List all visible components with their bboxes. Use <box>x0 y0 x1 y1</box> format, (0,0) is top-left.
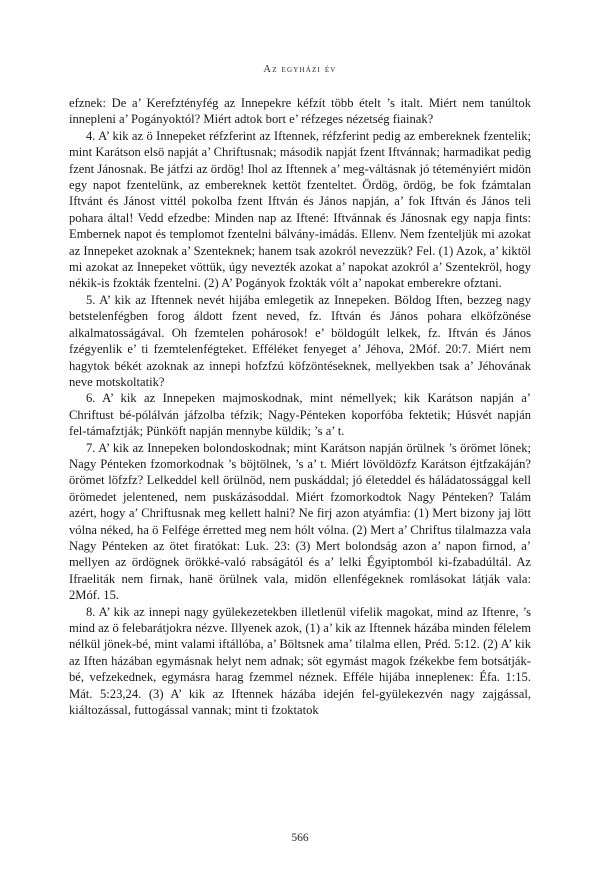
paragraph: efznek: De a’ Kerefztényfég az Innepekre kéfzít több ételt ’s italt. Miért nem tanúltok innepleni a’ Pogányoktól? Miért adtok bort e’ réfzeges nézetség fiainak? <box>69 96 531 127</box>
body-text <box>69 95 531 718</box>
paragraph: 4. A’ kik az ö Innepeket réfzferint az Iftennek, réfzferint pedig az embereknek fzentelik; mint Karátson elsö napját a’ Chriftusnak; második napját fzent Iftvánnak; harmadikat pedig fzent Jánosnak. Be játfzi az ördög! Ihol az Iftennek a’ meg-váltásnak jó téteményiért midön egy napot fzentelünk, az embereknek kettöt fzenteltet. Ördög, ördög, be fok fzámtalan Iftvánt és Jánost vittél pokolba fzent Iftván és János napján, a’ fok Iftván és János teli pohara által! Vedd efzedbe: Minden nap az Iftené: Iftvánnak és Jánosnak egy napja fints: Embernek napot és templomot fzentelni bálvány-imádás. Ellenv. Nem fzenteljük mi azokat az Innepeket azoknak a’ Szenteknek; hanem tsak azokról nevezzük? Fel. (1) Azok, a’ kiktöl mi azokat az Innepeket vöttük, úgy nevezték azokat a’ napokat azokról a’ Szentekröl, hogy nékik-is fzokták fzentelni. (2) A’ Pogányok fzokták vólt a’ napokat emberekre ofztani. <box>69 128 531 291</box>
paragraph: 5. A’ kik az Iftennek nevét hijába emlegetik az Innepeken. Böldog Iften, bezzeg nagy betstelenfégben forog áldott fzent neved, fz. Iftván és János pohara elköfzönése alkalmatosságával. Oh fzemtelen pohárosok! e’ böldogúlt lelkek, fz. Iftván és János fzégyenlik e’ ti fzemtelenfégteket. Efféléket fenyeget a’ Jéhova, 2Móf. 20:7. Miért nem hagytok békét azoknak az innepi hofzfzú köfzöntéseknek, mellyekben tsak a’ Jéhovának neve motskoltatik? <box>69 292 531 389</box>
paragraph: 7. A’ kik az Innepeken bolondoskodnak; mint Karátson napján örülnek ’s örömet lönek; Nagy Pénteken fzomorkodnak ’s böjtölnek, ’s a’ t. Miért lövöldözfz Karátson éjtfzakáján? örömet löfzfz? Lelkeddel kell örülnöd, nem puskáddal; jó életeddel és háládatossággal kell örömedet jelentened, nem puskázásoddal. Miért fzomorkodtok Nagy Pénteken? Talám azért, hogy a’ Chriftusnak meg kellett halni? Ne firj azon atyámfia: (1) Mert bizony jaj lött vólna néked, ha ö Felfége érretted meg nem hólt vólna. (2) Mert a’ Chriftus tilalmazza vala Nagy Pénteken az ötet firatókat: Luk. 23: (3) Mert bolondság azon a’ napon firnod, a’ mellyen az ördögnek örökké-való rabságától és a’ lelki Égyiptomból ki-fzabadúltál. Az Ifraeliták nem firnak, hanë örülnek vala, midön ellenfégeknek romlásokat látják vala: 2Móf. 15. <box>69 440 531 603</box>
running-header: Az egyházi év <box>263 64 337 75</box>
page-number: 566 <box>291 832 309 844</box>
paragraph: 8. A’ kik az innepi nagy gyülekezetekben illetlenül vifelik magokat, mind az Iftenre, ’s mind az ö felebarátjokra nézve. Illyenek azok, (1) a’ kik az Iftennek házába minden félelem nélkül jönek-bé, mint valami iftállóba, a’ Böltsnek ama’ tilalma ellen, Préd. 5:12. (2) A’ kik az Iften házában egymásnak helyt nem adnak; söt egymást magok fzékekbe fem botsátják-bé, vefzekednek, egymásra harag fzemmel néznek. Efféle hijába innepleneк: Éfa. 1:15. Mát. 5:23,24. (3) A’ kik az Iftennek házába idején fel-gyülekezvén nagy zajgással, kiáltozással, futtogással vannak; mint ti fzoktatok <box>69 604 531 718</box>
paragraph: 6. A’ kik az Innepeken majmoskodnak, mint némellyek; kik Karátson napján a’ Chriftust bé-pólálván jáfzolba téfzik; Nagy-Pénteken koporfóba fektetik; Húsvét napján fel-támafztják; Pünköft napján mennybe küldik; ’s a’ t. <box>69 391 531 439</box>
